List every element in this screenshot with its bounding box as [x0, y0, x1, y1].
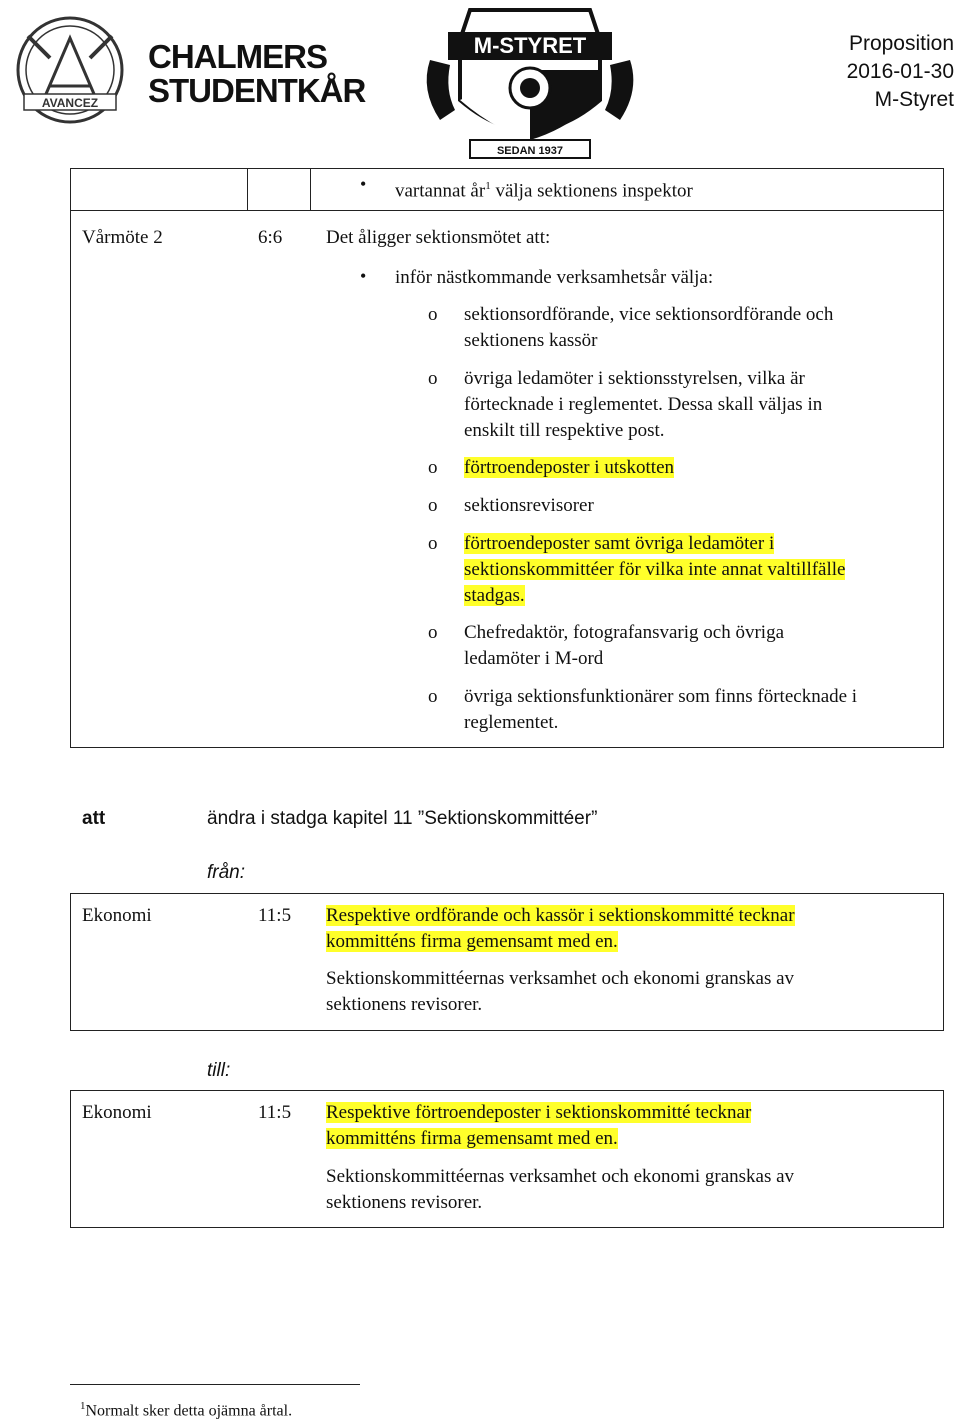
list-item [464, 493, 934, 519]
chalmers-logo-text: AVANCEZ [41, 96, 99, 110]
list-item [464, 302, 934, 354]
list-marker: o [428, 457, 438, 478]
section-intro: Det åligger sektionsmötet att: [326, 227, 551, 248]
from-p1-line1: Respektive ordförande och kassör i sektionskommitté tecknar [326, 905, 795, 926]
chalmers-logo [0, 8, 140, 138]
doc-author: M-Styret [874, 88, 954, 111]
to-col2: 11:5 [258, 1102, 292, 1123]
row1-rest: välja sektionens inspektor [490, 180, 693, 202]
list-item-line: förtroendeposter i utskotten [464, 457, 675, 478]
footnote-text: Normalt sker detta ojämna årtal. [85, 1402, 293, 1420]
list-item [464, 531, 934, 609]
list-item [464, 684, 934, 736]
from-paragraph-1 [326, 903, 936, 955]
list-item-line: sektionens kassör [464, 330, 598, 351]
list-item-line: Chefredaktör, fotografansvarig och övriga [464, 622, 785, 643]
list-item-line: ledamöter i M-ord [464, 648, 604, 669]
to-p2-line1: Sektionskommittéernas verksamhet och ekonomi granskas av [326, 1166, 795, 1187]
to-p1-line2: kommitténs firma gemensamt med en. [326, 1128, 618, 1149]
org-name [148, 40, 365, 108]
list-item-line: övriga sektionsfunktionärer som finns förtecknade i [464, 686, 858, 707]
doc-type: Proposition [848, 32, 954, 55]
att-text: ändra i stadga kapitel 11 ”Sektionskommittéer” [207, 808, 598, 829]
list-item [464, 620, 934, 672]
list-marker: o [428, 368, 438, 389]
from-p1-line2: kommitténs firma gemensamt med en. [326, 931, 618, 952]
list-item [464, 366, 934, 444]
m-styret-logo-title: M-STYRET [473, 33, 587, 58]
list-item-line: stadgas. [464, 585, 525, 606]
to-col1: Ekonomi [82, 1102, 152, 1123]
row1-bullet-text: vartannat år [395, 180, 486, 202]
list-item-line: sektionsordförande, vice sektionsordförande och [464, 304, 834, 325]
header-meta [847, 30, 954, 114]
to-p2-line2: sektionens revisorer. [326, 1192, 483, 1213]
footnote-ref: 1 [485, 180, 491, 192]
from-col1: Ekonomi [82, 905, 152, 926]
footnote-number: 1 [80, 1400, 86, 1412]
list-item-line: övriga ledamöter i sektionsstyrelsen, vilka är [464, 368, 805, 389]
to-label: till: [207, 1060, 231, 1081]
list-marker: o [428, 304, 438, 325]
table-col-divider-2 [310, 168, 311, 211]
list-item-line: sektionskommittéer för vilka inte annat valtillfälle [464, 559, 846, 580]
list-item [464, 455, 934, 481]
att-label: att [82, 808, 106, 829]
doc-date: 2016-01-30 [846, 60, 954, 83]
section-number: 6:6 [258, 227, 283, 248]
list-marker: o [428, 622, 438, 643]
list-item-line: sektionsrevisorer [464, 495, 594, 516]
bullet-icon: • [360, 266, 367, 286]
to-paragraph-2 [326, 1164, 936, 1216]
from-col2: 11:5 [258, 905, 292, 926]
row1-text [395, 173, 693, 204]
org-name-line1: CHALMERS [148, 38, 327, 75]
m-styret-logo [410, 0, 650, 160]
list-item-line: enskilt till respektive post. [464, 420, 665, 441]
list-marker: o [428, 495, 438, 516]
list-marker: o [428, 533, 438, 554]
from-p2-line1: Sektionskommittéernas verksamhet och ekonomi granskas av [326, 968, 795, 989]
bullet-icon: • [360, 174, 367, 194]
table-divider [70, 210, 944, 211]
to-paragraph-1 [326, 1100, 936, 1152]
from-p2-line2: sektionens revisorer. [326, 994, 483, 1015]
footnote-rule [70, 1384, 360, 1385]
table-col-divider-1 [247, 168, 248, 211]
list-item-line: förtecknade i reglementet. Dessa skall väljas in [464, 394, 823, 415]
org-name-line2: STUDENTKÅR [148, 72, 366, 109]
footnote [80, 1396, 292, 1421]
list-item-line: förtroendeposter samt övriga ledamöter i [464, 533, 775, 554]
to-p1-line1: Respektive förtroendeposter i sektionskommitté tecknar [326, 1102, 752, 1123]
from-label: från: [207, 862, 246, 883]
from-paragraph-2 [326, 966, 936, 1018]
m-styret-logo-sub: SEDAN 1937 [496, 145, 564, 157]
meeting-label: Vårmöte 2 [82, 227, 163, 248]
list-marker: o [428, 686, 438, 707]
bullet-text: inför nästkommande verksamhetsår välja: [395, 267, 714, 288]
list-item-line: reglementet. [464, 712, 559, 733]
